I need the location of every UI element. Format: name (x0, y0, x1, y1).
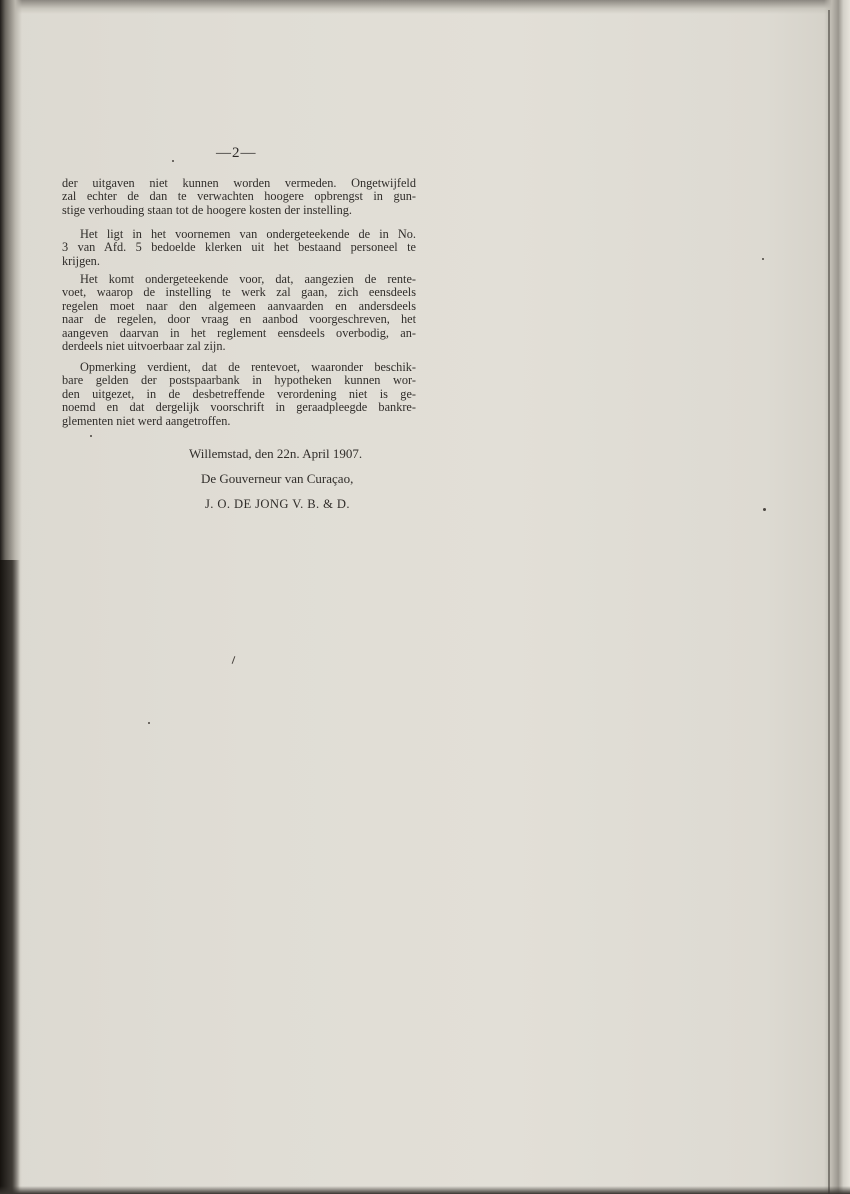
page-number: —2— (216, 145, 257, 161)
paper-speck (172, 160, 174, 162)
paragraph-1 (62, 177, 416, 217)
paper-speck (762, 258, 764, 260)
paragraph-line: 3 van Afd. 5 bedoelde klerken uit het bestaand personeel te (62, 241, 416, 255)
page-fold-shadow (0, 560, 20, 1194)
paragraph-line: Opmerking verdient, dat de rentevoet, waaronder beschik- (80, 361, 416, 374)
paragraph-line: Het komt ondergeteekende voor, dat, aangezien de rente- (80, 273, 416, 286)
paper-speck (763, 508, 766, 511)
signatory-title: De Gouverneur van Curaçao, (201, 471, 354, 486)
scan-edge-bottom (0, 1186, 850, 1194)
paragraph-line: derdeels niet uitvoerbaar zal zijn. (62, 340, 226, 354)
paragraph-line: der uitgaven niet kunnen worden vermeden. Ongetwijfeld (62, 177, 416, 190)
paragraph-line: stige verhouding staan tot de hoogere kosten der instelling. (62, 203, 352, 217)
paragraph-line: regelen moet naar den algemeen aanvaarden en andersdeels (62, 299, 416, 313)
paper-speck (232, 656, 236, 664)
paper-speck (148, 722, 150, 724)
paragraph-4 (62, 361, 416, 428)
paragraph-line: voet, waarop de instelling te werk zal gaan, zich eensdeels (62, 286, 416, 300)
scan-edge-top (0, 0, 850, 14)
signature: J. O. DE JONG V. B. & D. (205, 497, 350, 511)
paragraph-line: bare gelden der postspaarbank in hypotheken kunnen wor- (62, 374, 416, 388)
paper-speck (90, 435, 92, 437)
paragraph-line: Het ligt in het voornemen van ondergeteekende de in No. (80, 228, 416, 241)
paragraph-line: noemd en dat dergelijk voorschrift in geraadpleegde bankre- (62, 401, 416, 415)
paragraph-line: den uitgezet, in de desbetreffende verordening niet is ge- (62, 387, 416, 401)
page-edge-line (828, 10, 830, 1194)
paragraph-3 (62, 273, 416, 353)
paragraph-line: aangeven daarvan in het reglement eensdeels overbodig, an- (62, 326, 416, 340)
paragraph-2 (62, 228, 416, 268)
paragraph-line: krijgen. (62, 254, 100, 268)
paragraph-line: glementen niet werd aangetroffen. (62, 414, 231, 428)
paragraph-line: naar de regelen, door vraag en aanbod voorgeschreven, het (62, 313, 416, 327)
paragraph-line: zal echter de dan te verwachten hoogere opbrengst in gun- (62, 190, 416, 204)
place-date: Willemstad, den 22n. April 1907. (189, 446, 363, 461)
